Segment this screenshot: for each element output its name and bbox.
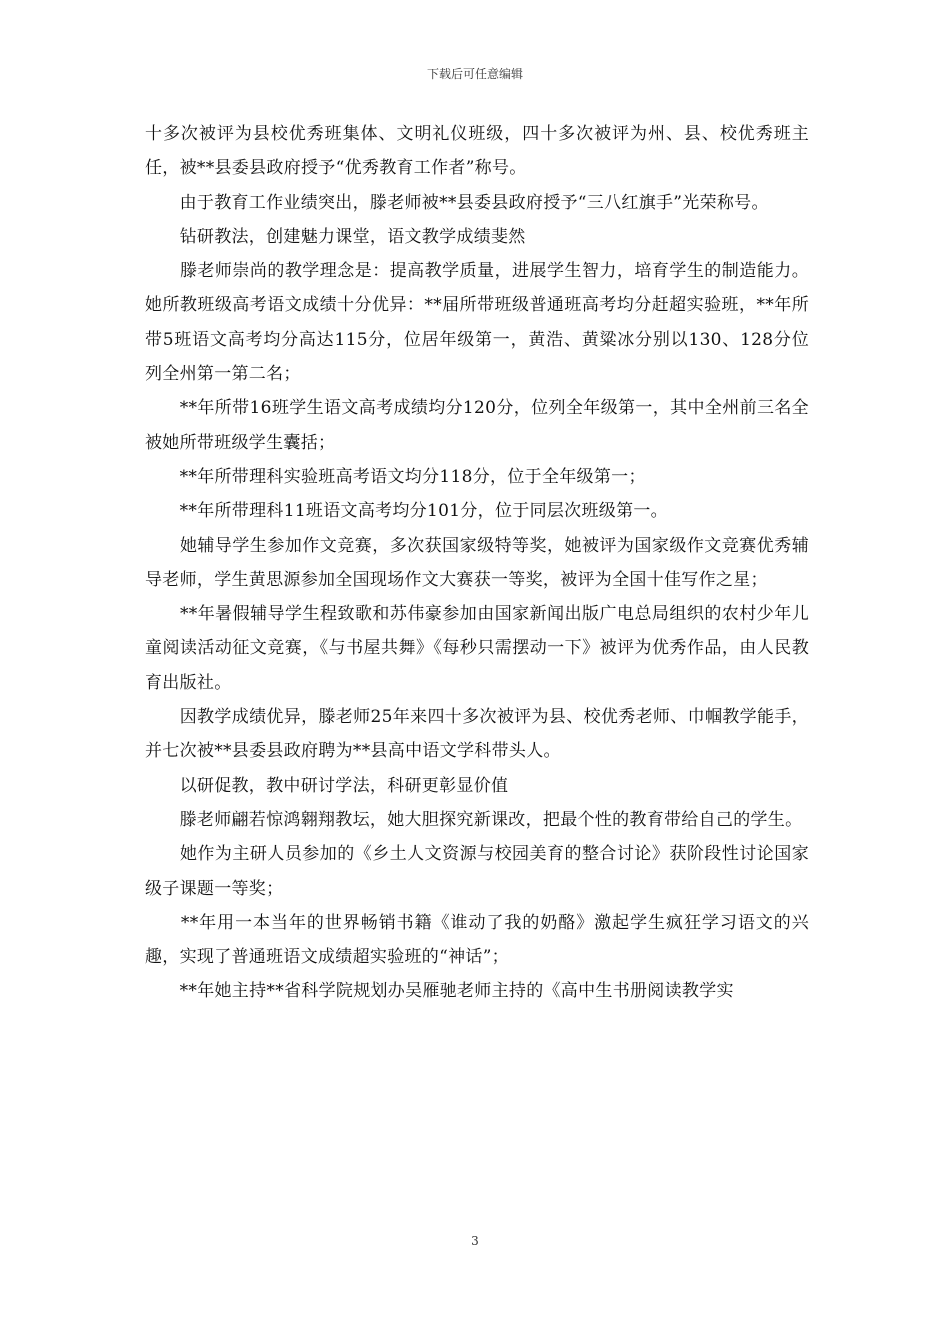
- paragraph: **年所带16班学生语文高考成绩均分120分，位列全年级第一，其中全州前三名全被她所带班级学生囊括；: [145, 398, 809, 453]
- paragraph: 滕老师翩若惊鸿翱翔教坛，她大胆探究新课改，把最个性的教育带给自己的学生。: [145, 809, 803, 830]
- section-heading: 以研促教，教中研讨学法，科研更彰显价值: [145, 775, 509, 796]
- paragraph: 因教学成绩优异，滕老师25年来四十多次被评为县、校优秀老师、巾帼教学能手，并七次被**县委县政府聘为**县高中语文学科带头人。: [145, 707, 809, 762]
- section-heading: 钻研教法，创建魅力课堂，语文教学成绩斐然: [145, 226, 526, 247]
- paragraph: 她作为主研人员参加的《乡土人文资源与校园美育的整合讨论》获阶段性讨论国家级子课题一等奖；: [145, 844, 809, 899]
- paragraph: 她辅导学生参加作文竞赛，多次获国家级特等奖，她被评为国家级作文竞赛优秀辅导老师，学生黄思源参加全国现场作文大赛获一等奖，被评为全国十佳写作之星；: [145, 535, 809, 590]
- paragraph: 由于教育工作业绩突出，滕老师被**县委县政府授予“三八红旗手”光荣称号。: [145, 192, 769, 213]
- page-number: 3: [471, 1234, 479, 1248]
- paragraph: **年所带理科11班语文高考均分101分，位于同层次班级第一。: [145, 501, 668, 522]
- document-body: [145, 117, 809, 1009]
- paragraph: **年所带理科实验班高考语文均分118分，位于全年级第一；: [145, 466, 646, 487]
- paragraph: 滕老师崇尚的教学理念是：提高教学质量，进展学生智力，培育学生的制造能力。她所教班级高考语文成绩十分优异：**届所带班级普通班高考均分赶超实验班，**年所带5班语文高考均分高达115分，位居年级第一，黄浩、黄粱冰分别以130、128分位列全州第一第二名；: [145, 261, 809, 385]
- paragraph: **年她主持**省科学院规划办吴雁驰老师主持的《高中生书册阅读教学实: [145, 981, 734, 1002]
- page-header: 下载后可任意编辑: [426, 67, 523, 81]
- paragraph: **年用一本当年的世界畅销书籍《谁动了我的奶酪》激起学生疯狂学习语文的兴趣，实现了普通班语文成绩超实验班的“神话”；: [145, 912, 809, 968]
- paragraph: **年暑假辅导学生程致歌和苏伟豪参加由国家新闻出版广电总局组织的农村少年儿童阅读活动征文竞赛，《与书屋共舞》《每秒只需摆动一下》被评为优秀作品，由人民教育出版社。: [145, 604, 809, 693]
- paragraph: 十多次被评为县校优秀班集体、文明礼仪班级，四十多次被评为州、县、校优秀班主任，被**县委县政府授予“优秀教育工作者”称号。: [145, 124, 809, 179]
